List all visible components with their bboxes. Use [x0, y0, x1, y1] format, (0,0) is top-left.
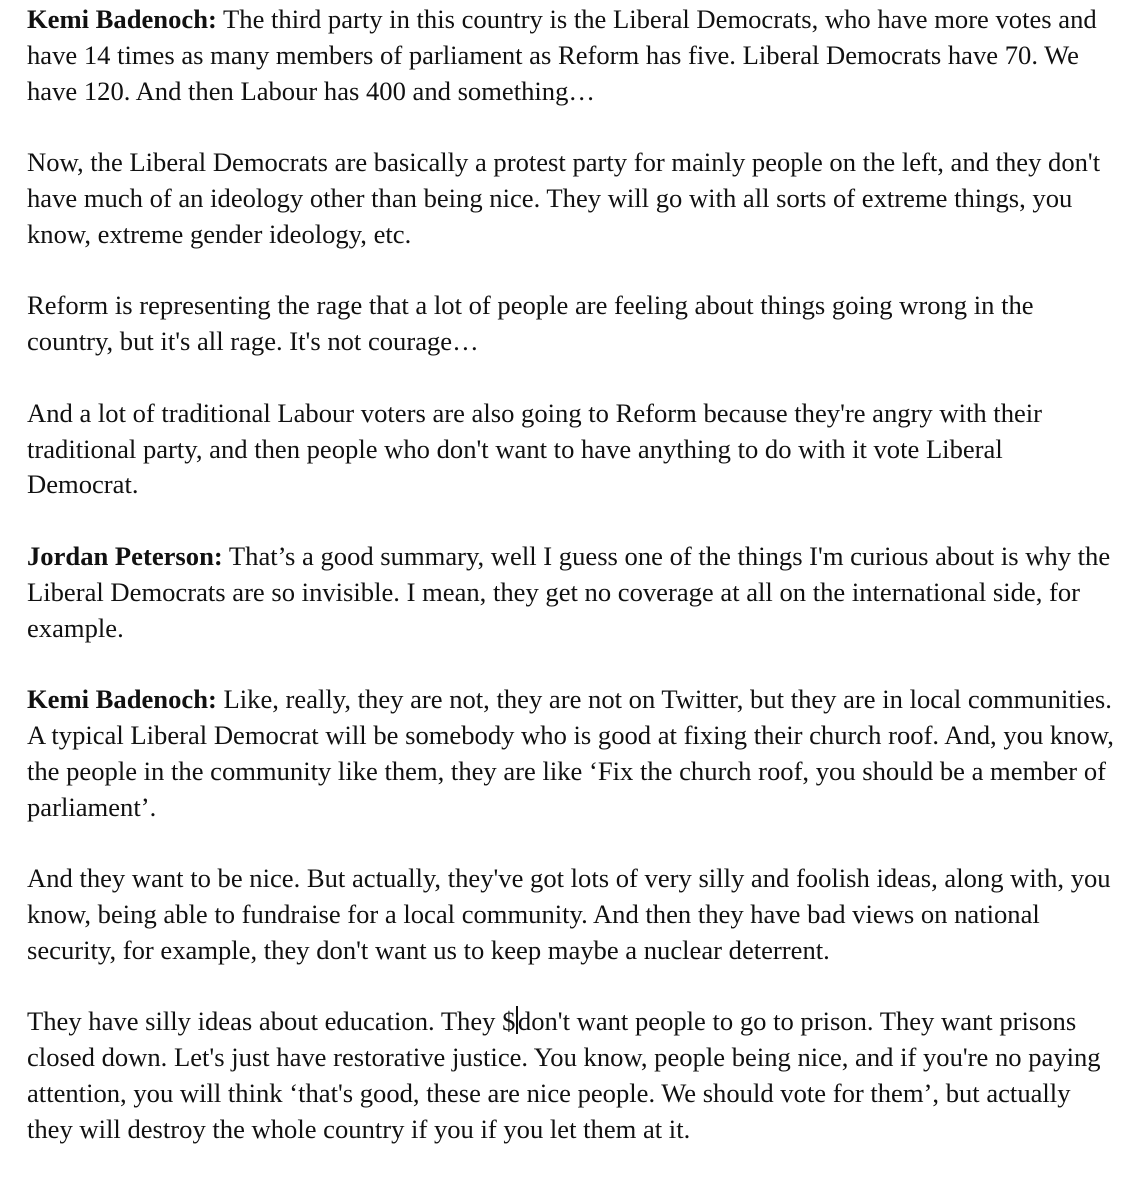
paragraph-text: Like, really, they are not, they are not on Twitter, but they are in local communities. A typical Liberal Democrat will be somebody who is good at fixing their church roof. And, you know, the people in the community like them, they are like ‘Fix the church roof, you should be a member of parliament’. [27, 684, 1114, 822]
paragraph-4 [27, 396, 1117, 503]
paragraph-2 [27, 145, 1117, 252]
paragraph-text: And a lot of traditional Labour voters are also going to Reform because they're angry with their traditional party, and then people who don't want to have anything to do with it vote Liberal Democrat. [27, 397, 1043, 500]
paragraph-6 [27, 682, 1117, 825]
paragraph-text: Reform is representing the rage that a lot of people are feeling about things going wrong in the country, but it's all rage. It's not courage… [27, 290, 1034, 357]
speaker-name: Kemi Badenoch: [27, 684, 217, 715]
paragraph-7 [27, 861, 1117, 968]
paragraph-1 [27, 2, 1117, 109]
paragraph-text: don't want people to go to prison. They want prisons closed down. Let's just have restorative justice. You know, people being nice, and if you're no paying attention, you will think ‘that's good, these are nice people. We should vote for them’, but actually they will destroy the whole country if you if you let them at it. [27, 1006, 1101, 1144]
paragraph-5 [27, 539, 1117, 646]
paragraph-text: Now, the Liberal Democrats are basically a protest party for mainly people on the left, and they don't have much of an ideology other than being nice. They will go with all sorts of extreme things, you know, extreme gender ideology, etc. [27, 147, 1101, 249]
paragraph-8[interactable] [27, 1004, 1117, 1147]
paragraph-3 [27, 288, 1117, 360]
paragraph-text: They have silly ideas about education. They $ [27, 1006, 516, 1037]
paragraph-text: The third party in this country is the Liberal Democrats, who have more votes and have 14 times as many members of parliament as Reform has five. Liberal Democrats have 70. We have 120. And then Labour has 400 and something… [27, 4, 1097, 106]
speaker-name: Jordan Peterson: [27, 540, 223, 571]
speaker-name: Kemi Badenoch: [27, 4, 217, 34]
transcript-document [27, 2, 1117, 1148]
paragraph-text: That’s a good summary, well I guess one of the things I'm curious about is why the Liberal Democrats are so invisible. I mean, they get no coverage at all on the international side, for example. [27, 540, 1111, 643]
paragraph-text: And they want to be nice. But actually, they've got lots of very silly and foolish ideas, along with, you know, being able to fundraise for a local community. And then they have bad views on national security, for example, they don't want us to keep maybe a nuclear deterrent. [27, 863, 1111, 965]
